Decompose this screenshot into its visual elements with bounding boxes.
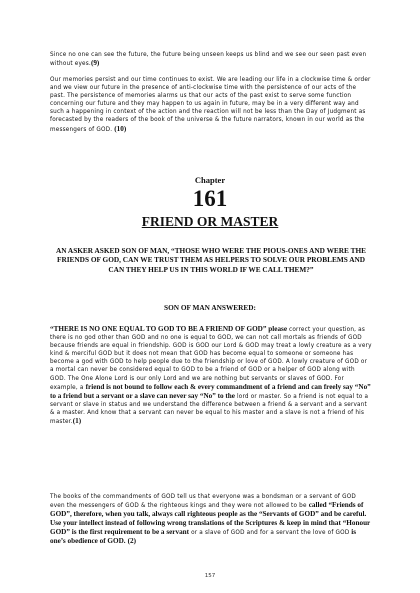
chapter-number: 161 [192, 186, 228, 211]
paragraph-text: The books of the commandments of GOD tell us that everyone was a bondsman or a servant of GOD even the messengers of GOD & the righteous kings and they were not allowed to be [50, 494, 357, 510]
chapter-title: FRIEND OR MASTER [141, 214, 279, 229]
bold-statement: friend is not bound to follow each & every commandment of a friend and can freely say “No” to a friend but a servant or a slave can never say “No” to the [50, 382, 371, 400]
reference-number: (1) [72, 417, 82, 426]
paragraph-future [50, 51, 372, 68]
reference-number: (9) [90, 59, 100, 68]
page-number: 157 [204, 573, 216, 579]
paragraph-text: lord or master. So a friend is not equal to a servant or slave in status and we understand the difference between a friend & a servant and a servant & a master. And know that a servant can never be equal to his master and a slave is not a friend of his master. [50, 393, 369, 426]
paragraph-text: correct your question, as there is no god other than GOD and no one is equal to GOD, we can not call mortals as friends of GOD because friends are equal in friendship. GOD is GOD our Lord & GOD may treat a lowly creature as a very kind & merciful GOD but it does not mean that GOD has become equal to someone or someone has become a god with GOD to help people due to the friendship or love of GOD. A lowly creature of GOD or a mortal can never be considered equal to GOD to be a friend of GOD or a helper of GOD along with GOD. The One Alone Lord is our only Lord and we are nothing but servants or slaves of GOD. For example, a [50, 327, 372, 391]
paragraph-text: Our memories persist and our time continues to exist. We are leading our life in a clockwise time & order and we view our future in the presence of anti-clockwise time with the persistence of our acts of the past. The persistence of memories alarms us that our acts of the past exist to serve some function concerning our future and they may happen to us again in future, may be in a very different way and such a happening in context of the action and the reaction will not be less than the Day of Judgment as forecasted by the readers of the book of the universe & the future narrators, known in our world as the messengers of GOD. [50, 77, 371, 133]
paragraph-books [50, 493, 372, 547]
asker-question: AN ASKER ASKED SON OF MAN, “THOSE WHO WERE THE PIOUS-ONES AND WERE THE FRIENDS OF GOD, CAN WE TRUST THEM AS HELPERS TO SOLVE OUR PROBLEMS AND CAN THEY HELP US IN THIS WORLD IF WE CALL THEM?” [55, 246, 367, 274]
paragraph-answer [50, 325, 372, 426]
reference-number: (10) [114, 124, 127, 133]
paragraph-memories [50, 76, 372, 134]
answer-heading: SON OF MAN ANSWERED: [164, 303, 256, 312]
bold-statement: please [266, 325, 288, 333]
paragraph-text: or a slave of GOD and for a servant the love of GOD [189, 530, 350, 537]
paragraph-text: Since no one can see the future, the future being unseen keeps us blind and we see our seen past even without eyes. [50, 52, 367, 68]
reference-number: (2) [127, 537, 137, 546]
bold-statement: is one’s obedience of GOD. [50, 528, 357, 546]
chapter-label: Chapter [194, 175, 226, 185]
bold-statement: “THERE IS NO ONE EQUAL TO GOD TO BE A FRIEND OF GOD” [50, 325, 267, 333]
bold-statement: called “Friends of GOD”, therefore, when you talk, always call righteous people as the “Servants of GOD” and be careful. Use your intellect instead of following wrong translations of the Scriptures & keep in mind that “Honour GOD” is the first requirement to be a servant [50, 501, 371, 537]
